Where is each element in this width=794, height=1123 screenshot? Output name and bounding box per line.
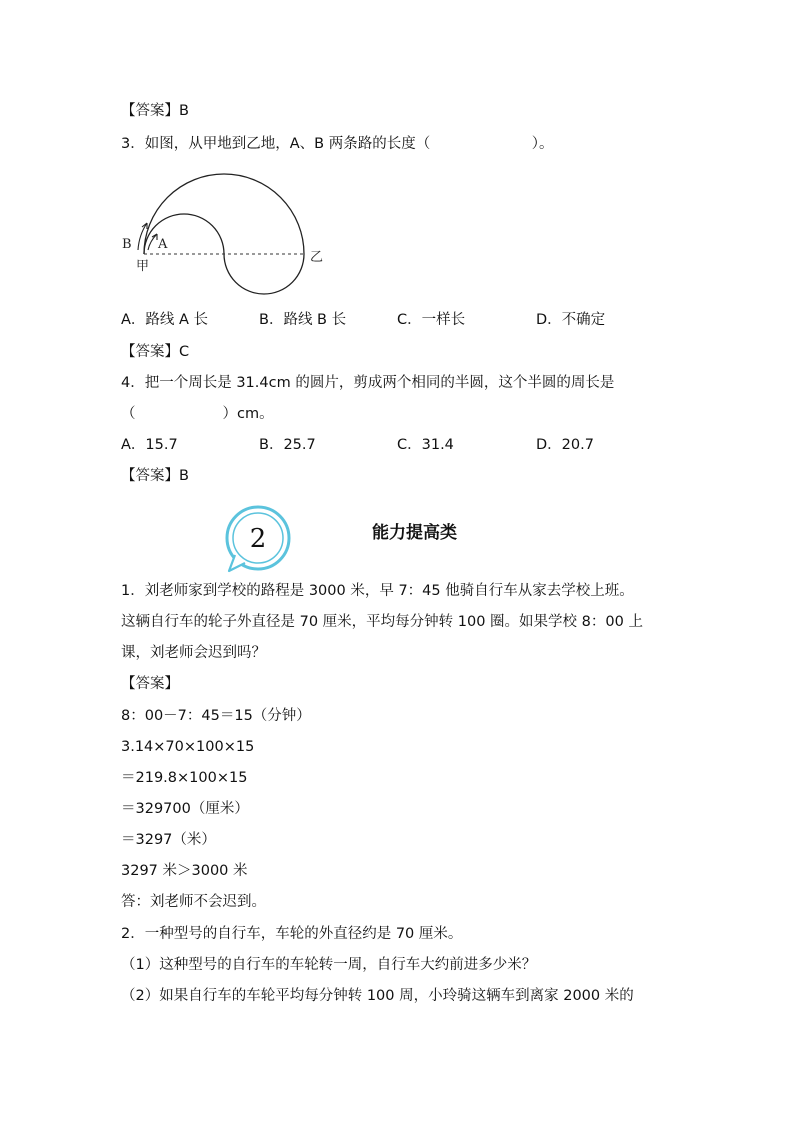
p1-solution-step: ＝3297（米）	[121, 832, 216, 848]
p1-solution-step: 8：00－7：45＝15（分钟）	[121, 708, 311, 724]
section-number-badge	[223, 505, 295, 577]
label-b: B	[122, 237, 132, 252]
q4-option-c: C．31.4	[397, 437, 454, 453]
q3-option-b: B．路线 B 长	[259, 312, 347, 328]
section-title: 能力提高类	[372, 523, 457, 543]
q3-stem: 3．如图，从甲地到乙地，A、B 两条路的长度（ ）。	[121, 136, 554, 152]
q4-stem-line1: 4．把一个周长是 31.4cm 的圆片，剪成两个相同的半圆，这个半圆的周长是	[121, 375, 615, 391]
p1-answer-label: 【答案】	[121, 676, 179, 692]
p1-line1: 1．刘老师家到学校的路程是 3000 米，早 7：45 他骑自行车从家去学校上班。	[121, 583, 634, 599]
p1-line3: 课，刘老师会迟到吗？	[121, 645, 266, 661]
q3-answer: 【答案】C	[121, 344, 190, 360]
p1-line2: 这辆自行车的轮子外直径是 70 厘米，平均每分钟转 100 圈。如果学校 8：00 上	[121, 614, 643, 630]
p2-stem: 2．一种型号的自行车，车轮的外直径约是 70 厘米。	[121, 926, 463, 942]
q4-option-a: A．15.7	[121, 437, 178, 453]
p1-solution-step: ＝219.8×100×15	[121, 770, 248, 786]
q4-answer: 【答案】B	[121, 468, 189, 484]
p1-solution-step: 3297 米＞3000 米	[121, 863, 248, 879]
q4-option-b: B．25.7	[259, 437, 316, 453]
p2-sub1: （1）这种型号的自行车的车轮转一周，自行车大约前进多少米？	[121, 957, 537, 973]
q3-option-d: D．不确定	[536, 312, 606, 328]
p1-solution-step: ＝329700（厘米）	[121, 801, 249, 817]
q3-figure	[116, 168, 336, 303]
q3-option-c: C．一样长	[397, 312, 466, 328]
q4-stem-line2: （ ）cm。	[121, 406, 274, 422]
p1-conclusion: 答：刘老师不会迟到。	[121, 894, 266, 910]
p1-solution-step: 3.14×70×100×15	[121, 739, 255, 755]
p2-sub2: （2）如果自行车的车轮平均每分钟转 100 周，小玲骑这辆车到离家 2000 米的	[121, 988, 634, 1004]
q4-option-d: D．20.7	[536, 437, 594, 453]
q3-option-a: A．路线 A 长	[121, 312, 209, 328]
route-b-path	[144, 174, 304, 294]
label-a: A	[158, 237, 168, 252]
label-end: 乙	[310, 250, 324, 265]
label-start: 甲	[136, 259, 150, 274]
section-number: 2	[249, 524, 267, 554]
prev-answer: 【答案】B	[121, 103, 189, 119]
